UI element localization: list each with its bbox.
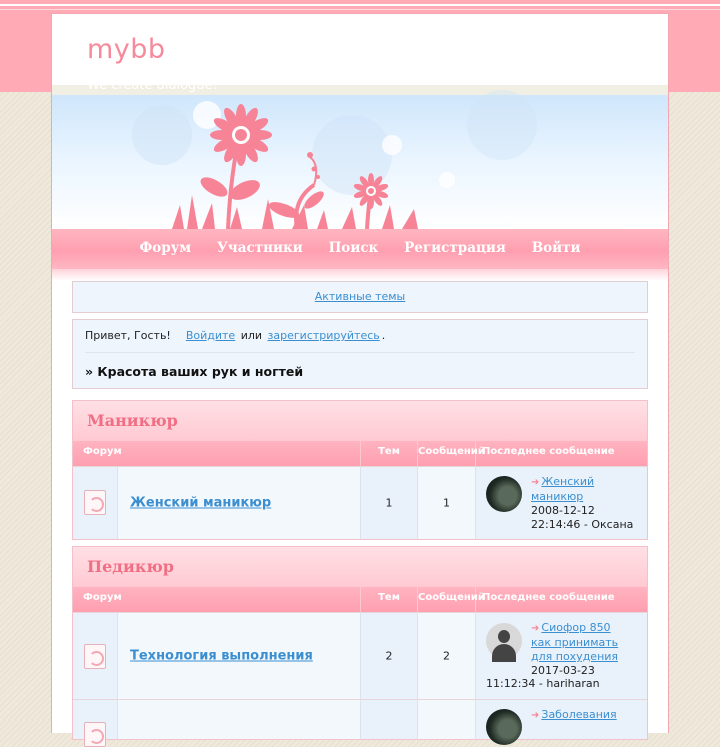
goto-arrow-icon: ➜ bbox=[531, 710, 540, 721]
goto-arrow-icon: ➜ bbox=[531, 477, 540, 488]
category-manicure bbox=[72, 400, 648, 540]
forum-row bbox=[73, 699, 647, 739]
nav-forum[interactable]: Форум bbox=[139, 240, 192, 256]
posts-count: 2 bbox=[443, 649, 450, 663]
header-posts: Сообщений bbox=[418, 587, 476, 612]
header-banner bbox=[52, 95, 668, 229]
forum-link[interactable]: Женский маникюр bbox=[130, 495, 272, 511]
forum-row bbox=[73, 466, 647, 539]
welcome-box bbox=[72, 319, 648, 389]
nav-members[interactable]: Участники bbox=[216, 240, 303, 256]
posts-count: 1 bbox=[443, 496, 450, 510]
page-container bbox=[51, 13, 669, 733]
header-forum: Форум bbox=[73, 441, 361, 466]
register-link[interactable]: зарегистрируйтесь bbox=[267, 329, 380, 342]
flower-illustration bbox=[52, 95, 668, 229]
header-posts: Сообщений bbox=[418, 441, 476, 466]
last-post-info bbox=[531, 475, 636, 532]
or-text: или bbox=[240, 329, 263, 342]
table-header bbox=[73, 587, 647, 612]
last-post-link[interactable]: Заболевания bbox=[541, 708, 617, 721]
last-post-link-cont[interactable]: маникюр bbox=[531, 490, 584, 503]
forum-name-cell bbox=[118, 700, 361, 739]
user-avatar[interactable] bbox=[486, 476, 522, 512]
header-forum: Форум bbox=[73, 587, 361, 612]
posts-count-cell bbox=[418, 613, 476, 699]
goto-arrow-icon: ➜ bbox=[531, 623, 540, 634]
posts-count-cell bbox=[418, 700, 476, 739]
last-post-date: 2017-03-23 bbox=[531, 664, 595, 677]
header-topics: Тем bbox=[361, 441, 418, 466]
last-post-date: 2008-12-12 bbox=[531, 504, 595, 517]
site-slogan: We create dialogue! bbox=[87, 78, 218, 93]
posts-count-cell bbox=[418, 467, 476, 539]
last-post-cell bbox=[476, 700, 647, 739]
forum-read-icon bbox=[84, 644, 106, 669]
topics-count: 1 bbox=[385, 496, 393, 510]
forum-name-cell bbox=[118, 467, 361, 539]
last-post-info bbox=[531, 621, 636, 678]
category-title: Педикюр bbox=[73, 547, 647, 587]
topics-count-cell bbox=[361, 467, 418, 539]
site-logo[interactable]: mybb bbox=[87, 34, 166, 65]
logo-area bbox=[52, 14, 668, 93]
nav-login[interactable]: Войти bbox=[531, 240, 581, 256]
breadcrumb: » Красота ваших рук и ногтей bbox=[85, 364, 304, 379]
nav-search[interactable]: Поиск bbox=[328, 240, 379, 256]
user-avatar[interactable] bbox=[486, 709, 522, 745]
topics-count: 2 bbox=[385, 649, 393, 663]
last-post-time-author: 11:12:34 - hariharan bbox=[486, 677, 600, 690]
welcome-message bbox=[85, 329, 635, 342]
last-post-cell bbox=[476, 467, 647, 539]
table-header bbox=[73, 441, 647, 466]
active-topics-link[interactable]: Активные темы bbox=[314, 290, 406, 303]
greeting-text: Привет, Гость! bbox=[85, 329, 171, 342]
forum-name-cell bbox=[118, 613, 361, 699]
greeting-suffix: . bbox=[381, 329, 386, 342]
last-post-time-author: 22:14:46 - Оксана bbox=[531, 518, 634, 531]
last-post-link[interactable]: Женский bbox=[541, 475, 595, 488]
category-title: Маникюр bbox=[73, 401, 647, 441]
forum-icon-cell bbox=[73, 613, 118, 699]
last-post-link-cont[interactable]: как принимать bbox=[531, 636, 619, 649]
nav-register[interactable]: Регистрация bbox=[404, 240, 506, 256]
forum-link[interactable]: Технология выполнения bbox=[130, 648, 313, 664]
forum-icon-cell bbox=[73, 467, 118, 539]
topics-count-cell bbox=[361, 613, 418, 699]
last-post-link-cont[interactable]: для похудения bbox=[531, 650, 619, 663]
forum-read-icon bbox=[84, 722, 106, 747]
header-last-post: Последнее сообщение bbox=[482, 592, 615, 603]
forum-icon-cell bbox=[73, 700, 118, 739]
category-pedicure bbox=[72, 546, 648, 740]
welcome-divider bbox=[85, 352, 635, 353]
user-avatar[interactable] bbox=[486, 623, 522, 659]
forum-read-icon bbox=[84, 490, 106, 515]
login-link[interactable]: Войдите bbox=[185, 329, 236, 342]
topics-count-cell bbox=[361, 700, 418, 739]
last-post-cell bbox=[476, 613, 647, 699]
main-navigation bbox=[52, 229, 668, 269]
header-last-post: Последнее сообщение bbox=[482, 446, 615, 457]
nav-shadow bbox=[52, 269, 668, 281]
main-content bbox=[52, 281, 668, 740]
last-post-info bbox=[531, 708, 636, 723]
header-stripe bbox=[0, 9, 720, 10]
forum-row bbox=[73, 612, 647, 699]
last-post-link[interactable]: Сиофор 850 bbox=[541, 621, 611, 634]
active-topics-box bbox=[72, 281, 648, 313]
header-stripe bbox=[0, 4, 720, 6]
header-topics: Тем bbox=[361, 587, 418, 612]
